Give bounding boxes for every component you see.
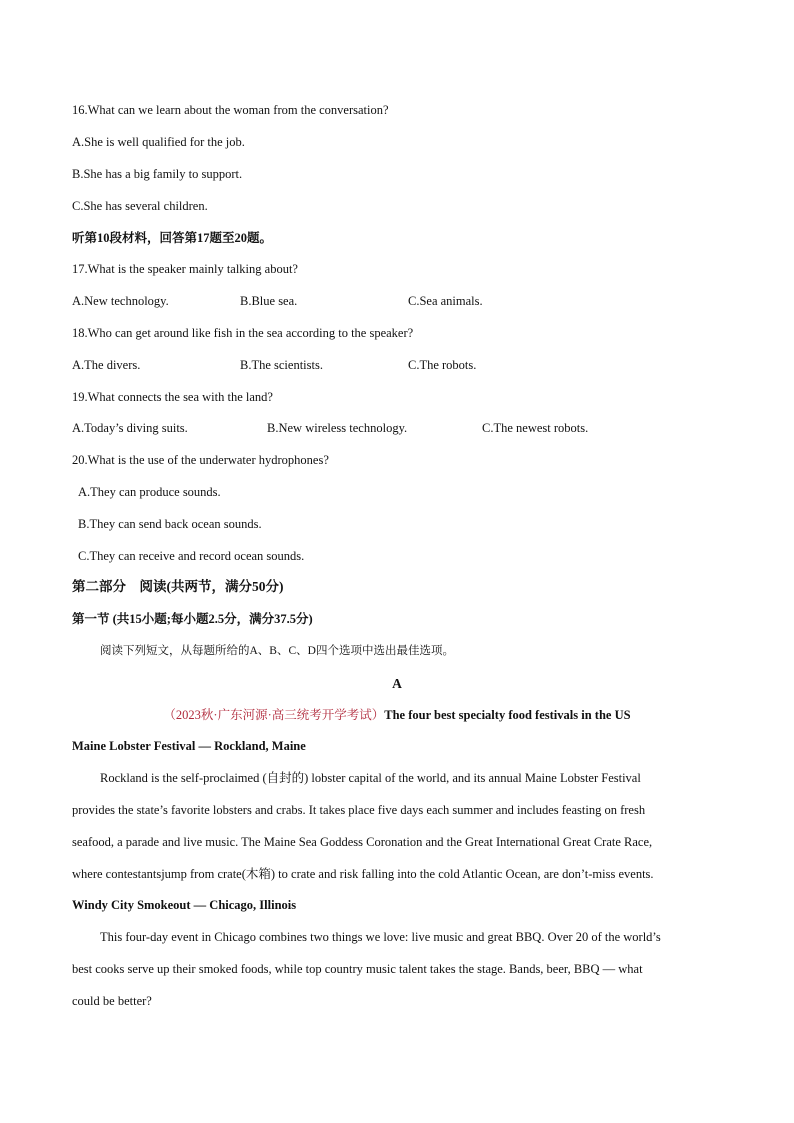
- festival-2-heading: Windy City Smokeout — Chicago, Illinois: [72, 898, 297, 912]
- section-10-heading: 听第10段材料，回答第17题至20题。: [72, 231, 273, 245]
- festival-1-line: provides the state’s favorite lobsters and crabs. It takes place five days each summer and includes feasting on fresh: [72, 803, 646, 817]
- q18-option-b: B.The scientists.: [240, 358, 323, 372]
- q17-option-c: C.Sea animals.: [408, 294, 483, 308]
- q16-option-a: A.She is well qualified for the job.: [72, 135, 245, 149]
- source-tag: （2023秋·广东河源·高三统考开学考试）: [163, 708, 385, 722]
- q19-option-a: A.Today’s diving suits.: [72, 421, 188, 435]
- q19-option-b: B.New wireless technology.: [267, 421, 408, 435]
- festival-2-line: could be better?: [72, 994, 152, 1008]
- q18-option-c: C.The robots.: [408, 358, 477, 372]
- festival-2-line: best cooks serve up their smoked foods, while top country music talent takes the stage. Bands, beer, BBQ — what: [72, 962, 643, 976]
- q16-option-b: B.She has a big family to support.: [72, 167, 243, 181]
- festival-1-line: seafood, a parade and live music. The Maine Sea Goddess Coronation and the Great International Great Crate Race,: [72, 835, 653, 849]
- festival-1-line: where contestantsjump from crate(木箱) to crate and risk falling into the cold Atlantic Ocean, are don’t-miss events.: [72, 867, 654, 881]
- question-16: 16.What can we learn about the woman from the conversation?: [72, 103, 389, 117]
- festival-2-line: This four-day event in Chicago combines two things we love: live music and great BBQ. Over 20 of the world’s: [100, 930, 661, 944]
- q20-option-a: A.They can produce sounds.: [78, 485, 221, 499]
- q19-option-c: C.The newest robots.: [482, 421, 589, 435]
- q17-option-b: B.Blue sea.: [240, 294, 298, 308]
- q17-option-a: A.New technology.: [72, 294, 169, 308]
- q18-option-a: A.The divers.: [72, 358, 141, 372]
- passage-letter: A: [392, 676, 402, 691]
- question-18: 18.Who can get around like fish in the sea according to the speaker?: [72, 326, 414, 340]
- festival-1-heading: Maine Lobster Festival — Rockland, Maine: [72, 739, 306, 753]
- q20-option-c: C.They can receive and record ocean sounds.: [78, 549, 305, 563]
- passage-header: [0, 707, 794, 723]
- part-title: 第二部分 阅读(共两节，满分50分): [72, 579, 284, 594]
- passage-title: The four best specialty food festivals in the US: [384, 708, 631, 722]
- q20-option-b: B.They can send back ocean sounds.: [78, 517, 262, 531]
- instruction: 阅读下列短文，从每题所给的A、B、C、D四个选项中选出最佳选项。: [100, 645, 454, 657]
- question-20: 20.What is the use of the underwater hydrophones?: [72, 453, 329, 467]
- question-19: 19.What connects the sea with the land?: [72, 390, 273, 404]
- q16-option-c: C.She has several children.: [72, 199, 208, 213]
- question-17: 17.What is the speaker mainly talking about?: [72, 262, 298, 276]
- festival-1-line: Rockland is the self-proclaimed (自封的) lobster capital of the world, and its annual Maine Lobster Festival: [100, 771, 641, 785]
- section-title: 第一节 (共15小题;每小题2.5分，满分37.5分): [72, 612, 313, 626]
